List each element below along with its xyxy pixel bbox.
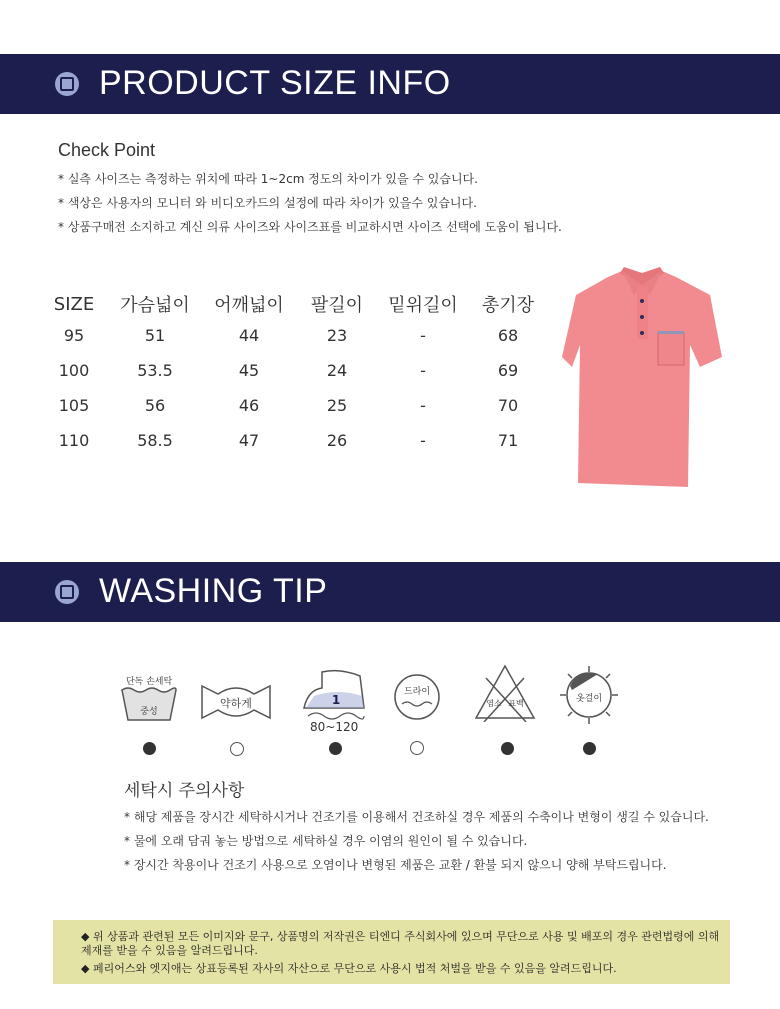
notice-line: ◆ 페리어스와 엣지애는 상표등록된 자사의 자산으로 무단으로 사용시 법적 처벌을 받을 수 있음을 알려드립니다.	[81, 962, 617, 975]
table-cell: 58.5	[137, 431, 173, 450]
table-row	[48, 353, 556, 388]
table-cell: 95	[63, 326, 85, 345]
check-point-note: * 상품구매전 소지하고 계신 의류 사이즈와 사이즈표를 비교하시면 사이즈 선택에 도움이 됩니다.	[58, 220, 562, 234]
svg-text:드라이: 드라이	[403, 687, 431, 697]
washing-note: * 장시간 착용이나 건조기 사용으로 오염이나 변형된 제품은 교환 / 환불 되지 않으니 양해 부탁드립니다.	[124, 858, 667, 872]
hang-dry-shade-icon	[558, 664, 620, 726]
table-cell: 25	[326, 396, 348, 415]
gentle-wash-icon	[198, 680, 274, 724]
washing-tip-banner	[0, 562, 780, 622]
table-row	[48, 388, 556, 423]
column-header: 팔길이	[310, 295, 364, 316]
table-cell: -	[420, 396, 426, 415]
svg-text:단독 손세탁: 단독 손세탁	[125, 677, 173, 687]
table-cell: 46	[238, 396, 260, 415]
svg-text:약하게: 약하게	[220, 697, 252, 710]
notice-line: ◆ 위 상품과 관련된 모든 이미지와 문구, 상품명의 저작권은 티엔디 주식회사에 있으며 무단으로 사용 및 배포의 경우 관련법령에 의해	[81, 930, 720, 943]
iron-temperature-label: 80~120	[310, 720, 359, 734]
table-cell: 24	[326, 361, 348, 380]
brand-logo-icon	[55, 72, 79, 96]
selected-dot-icon	[329, 742, 342, 755]
table-cell: 44	[238, 326, 260, 345]
table-row	[48, 423, 556, 458]
selected-dot-icon	[143, 742, 156, 755]
table-cell: 70	[497, 396, 519, 415]
section-title: PRODUCT SIZE INFO	[99, 64, 451, 102]
table-cell: 51	[144, 326, 166, 345]
washing-caution-title: 세탁시 주의사항	[124, 781, 245, 801]
table-cell: 100	[58, 361, 90, 380]
table-cell: -	[420, 431, 426, 450]
table-cell: 105	[58, 396, 90, 415]
size-table	[48, 290, 556, 458]
column-header: SIZE	[53, 293, 95, 315]
column-header: 가슴넓이	[120, 295, 190, 316]
table-cell: 69	[497, 361, 519, 380]
column-header: 어깨넓이	[214, 295, 284, 316]
washing-note: * 해당 제품을 장시간 세탁하시거나 건조기를 이용해서 건조하실 경우 제품의 수축이나 변형이 생길 수 있습니다.	[124, 810, 709, 824]
section-title: WASHING TIP	[99, 572, 328, 610]
table-cell: 53.5	[137, 361, 173, 380]
size-table-header	[48, 290, 556, 318]
svg-text:염소: 염소	[486, 699, 502, 708]
check-point-note: * 색상은 사용자의 모니터 와 비디오카드의 설정에 따라 차이가 있을수 있습니다.	[58, 196, 477, 210]
table-cell: 23	[326, 326, 348, 345]
notice-line: 제재를 받을 수 있음을 알려드립니다.	[81, 944, 258, 957]
column-header: 밑위길이	[388, 295, 458, 316]
brand-logo-icon	[55, 580, 79, 604]
svg-text:옷걸이: 옷걸이	[575, 694, 603, 704]
table-cell: -	[420, 326, 426, 345]
hand-wash-icon	[118, 672, 180, 724]
column-header: 총기장	[481, 295, 535, 316]
copyright-notice	[53, 920, 730, 984]
unselected-dot-icon	[230, 742, 244, 756]
iron-icon	[298, 664, 372, 724]
dry-clean-icon	[392, 672, 442, 722]
table-cell: 110	[58, 431, 90, 450]
selected-dot-icon	[501, 742, 514, 755]
table-cell: 26	[326, 431, 348, 450]
table-cell: 56	[144, 396, 166, 415]
product-size-banner	[0, 54, 780, 114]
selected-dot-icon	[583, 742, 596, 755]
svg-text:표백: 표백	[508, 699, 524, 708]
pink-polo-shirt	[560, 265, 725, 490]
check-point-title: Check Point	[58, 140, 156, 160]
svg-text:1: 1	[331, 693, 341, 707]
svg-text:중성: 중성	[140, 707, 158, 717]
table-row	[48, 318, 556, 353]
washing-note: * 물에 오래 담궈 놓는 방법으로 세탁하실 경우 이염의 원인이 될 수 있습니다.	[124, 834, 528, 848]
check-point-note: * 실측 사이즈는 측정하는 위치에 따라 1~2cm 정도의 차이가 있을 수 있습니다.	[58, 172, 478, 186]
table-cell: 68	[497, 326, 519, 345]
table-cell: 47	[238, 431, 260, 450]
no-bleach-icon	[472, 662, 538, 722]
unselected-dot-icon	[410, 741, 424, 755]
table-cell: 71	[497, 431, 519, 450]
table-cell: -	[420, 361, 426, 380]
table-cell: 45	[238, 361, 260, 380]
